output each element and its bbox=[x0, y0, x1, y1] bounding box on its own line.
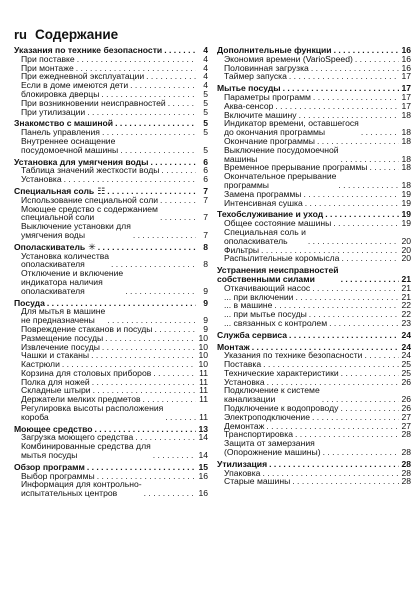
language-code: ru bbox=[14, 27, 27, 42]
toc-page-number: 26 bbox=[401, 376, 411, 387]
dot-leader bbox=[102, 128, 196, 137]
toc-page-number: 7 bbox=[203, 185, 208, 196]
toc-page-number: 10 bbox=[198, 332, 208, 343]
toc-page-number: 9 bbox=[203, 285, 208, 296]
dot-leader bbox=[168, 99, 196, 108]
toc-entry-label: Выключение установки для умягчения воды bbox=[21, 221, 131, 240]
toc-entry-label: Размещение посуды bbox=[21, 332, 104, 343]
toc-entry-label: Аква-сенсор bbox=[224, 100, 274, 111]
dot-leader bbox=[111, 260, 196, 269]
toc-entry-label: Комбинированные средства для мытья посуды bbox=[21, 441, 151, 461]
toc-page-number: 4 bbox=[203, 45, 208, 55]
toc-entry-label: Установка для умягчения воды bbox=[14, 156, 149, 167]
dot-leader bbox=[91, 351, 196, 360]
toc-entry-label: Подключение к системе канализации bbox=[224, 385, 320, 405]
dot-leader bbox=[164, 46, 196, 55]
toc-entry-label: Экономия времени (VarioSpeed) bbox=[224, 53, 353, 64]
dot-leader bbox=[341, 275, 399, 284]
toc-entry-label: Электроподключение bbox=[224, 411, 311, 422]
dot-leader bbox=[161, 166, 196, 175]
dot-leader bbox=[92, 378, 196, 387]
toc-subsection-entry[interactable] bbox=[217, 228, 411, 246]
toc-page-number: 17 bbox=[401, 71, 411, 82]
toc-entry-label: Регулировка высоты расположения короба bbox=[21, 403, 164, 422]
dot-leader bbox=[146, 72, 196, 81]
toc-page-number: 21 bbox=[401, 273, 411, 284]
toc-subsection-entry[interactable] bbox=[14, 205, 208, 223]
toc-entry-label: Окончательное прерывание программы bbox=[224, 171, 337, 190]
toc-subsection-entry[interactable] bbox=[14, 137, 208, 155]
dot-leader bbox=[292, 477, 399, 486]
toc-page-number: 4 bbox=[203, 71, 208, 82]
dot-leader bbox=[303, 190, 399, 199]
toc-subsection-entry[interactable] bbox=[14, 108, 208, 117]
toc-page-number: 24 bbox=[401, 341, 411, 352]
toc-entry-label: Указания по технике безопасности bbox=[224, 350, 363, 361]
toc-entry-label: Техобслуживание и уход bbox=[217, 209, 324, 220]
dot-leader bbox=[144, 489, 196, 498]
toc-page-number: 28 bbox=[401, 467, 411, 478]
dot-leader bbox=[115, 119, 196, 128]
toc-entry-label: Половинная загрузка bbox=[224, 62, 309, 73]
toc-subsection-entry[interactable] bbox=[217, 146, 411, 164]
toc-entry-label: Указания по технике безопасности bbox=[14, 45, 163, 55]
toc-page-number: 28 bbox=[401, 429, 411, 440]
dot-leader bbox=[369, 163, 399, 172]
toc-entry-label: Окончание программы bbox=[224, 135, 315, 146]
page-title: Содержание bbox=[35, 27, 119, 42]
toc-section-entry[interactable] bbox=[217, 266, 411, 284]
toc-entry-label: Параметры программ bbox=[224, 91, 311, 102]
dot-leader bbox=[325, 210, 399, 219]
toc-page-number: 11 bbox=[199, 367, 208, 378]
toc-right-column bbox=[217, 46, 411, 486]
toc-entry-label: Служба сервиса bbox=[217, 329, 288, 340]
toc-page-number: 27 bbox=[401, 420, 411, 431]
toc-entry-label: Выбор программы bbox=[21, 470, 95, 481]
toc-subsection-entry[interactable] bbox=[217, 477, 411, 486]
toc-page-number: 19 bbox=[401, 188, 411, 199]
toc-page-number: 10 bbox=[198, 350, 208, 361]
toc-entry-label: Использование специальной соли bbox=[21, 194, 159, 205]
toc-page-number: 17 bbox=[401, 100, 411, 111]
toc-subsection-entry[interactable] bbox=[217, 199, 411, 208]
toc-entry-label: Демонтаж bbox=[224, 420, 265, 431]
toc-page-number: 18 bbox=[401, 135, 411, 146]
dot-leader bbox=[295, 293, 399, 302]
dot-leader bbox=[311, 64, 399, 73]
toc-page-number: 22 bbox=[401, 300, 411, 311]
toc-entry-label: Откачивающий насос bbox=[224, 282, 311, 293]
toc-entry-label: Подключение к водопроводу bbox=[224, 403, 339, 414]
toc-page-number: 26 bbox=[401, 403, 411, 414]
toc-page-number: 8 bbox=[203, 241, 208, 252]
toc-subsection-entry[interactable] bbox=[14, 175, 208, 184]
toc-page-number: 10 bbox=[198, 359, 208, 370]
toc-entry-label: Внутреннее оснащение посудомоечной машины bbox=[21, 135, 119, 155]
toc-entry-label: Отключение и включение индикатора наличия ополаскивателя bbox=[21, 268, 124, 296]
toc-page-number: 17 bbox=[401, 83, 411, 94]
dot-leader bbox=[105, 334, 196, 343]
toc-entry-label: Устранения неисправностей собственными силами bbox=[217, 265, 339, 284]
dot-leader bbox=[160, 213, 196, 222]
toc-entry-label: Таймер запуска bbox=[224, 71, 287, 82]
toc-subsection-entry[interactable] bbox=[217, 72, 411, 81]
toc-subsection-entry[interactable] bbox=[14, 252, 208, 270]
toc-page-number: 4 bbox=[203, 62, 208, 73]
dot-leader bbox=[341, 369, 399, 378]
toc-subsection-entry[interactable] bbox=[14, 480, 208, 498]
toc-page-number: 7 bbox=[203, 229, 208, 240]
toc-entry-label: Таблица значений жесткости воды bbox=[21, 165, 160, 176]
dot-leader bbox=[130, 81, 196, 90]
toc-page-number: 7 bbox=[203, 212, 208, 223]
dot-leader bbox=[165, 413, 196, 422]
toc-entry-label: Извлечение посуды bbox=[21, 341, 100, 352]
toc-page-number: 21 bbox=[401, 291, 411, 302]
toc-page-number: 15 bbox=[198, 461, 208, 472]
dot-leader bbox=[340, 404, 399, 413]
toc-page-number: 16 bbox=[198, 488, 208, 499]
dot-leader bbox=[361, 128, 399, 137]
toc-entry-label: Установка bbox=[224, 376, 265, 387]
dot-leader bbox=[153, 451, 196, 460]
toc-page-number: 25 bbox=[401, 367, 411, 378]
toc-entry-label: ... связанных с контролем bbox=[224, 317, 328, 328]
toc-entry-label: Моющее средство с содержанием специальной соли bbox=[21, 203, 158, 223]
toc-page-number: 24 bbox=[401, 329, 411, 340]
dot-leader bbox=[160, 196, 196, 205]
toc-entry-label: Посуда bbox=[14, 297, 45, 308]
toc-left-column bbox=[14, 46, 208, 498]
toc-page-number: 5 bbox=[203, 97, 208, 108]
toc-page-number: 10 bbox=[198, 341, 208, 352]
toc-entry-label: Выключение посудомоечной машины bbox=[224, 144, 339, 164]
dot-leader bbox=[312, 413, 399, 422]
toc-page-number: 28 bbox=[401, 458, 411, 469]
dot-leader bbox=[289, 72, 399, 81]
toc-entry-label: При ежедневной эксплуатации bbox=[21, 71, 145, 82]
toc-entry-label: Загрузка моющего средства bbox=[21, 432, 134, 443]
toc-entry-label: Информация для контрольно- испытательных центров bbox=[21, 479, 142, 499]
dot-leader bbox=[364, 351, 399, 360]
toc-entry-label: Общее состояние машины bbox=[224, 218, 332, 229]
toc-entry-label: ... в машине bbox=[224, 300, 273, 311]
toc-entry-label: Специальная соль bbox=[14, 185, 95, 196]
dot-leader bbox=[87, 463, 196, 472]
toc-entry-label: Упаковка bbox=[224, 467, 261, 478]
toc-page-number: 20 bbox=[401, 253, 411, 264]
toc-entry-label: Корзина для столовых приборов bbox=[21, 367, 152, 378]
toc-subsection-entry[interactable] bbox=[14, 307, 208, 325]
toc-page-number: 11 bbox=[199, 394, 208, 405]
toc-page-number: 26 bbox=[401, 394, 411, 405]
dot-leader bbox=[313, 93, 399, 102]
toc-entry-label: При возникновении неисправностей bbox=[21, 97, 166, 108]
toc-entry-label: Утилизация bbox=[217, 458, 268, 469]
dot-leader bbox=[102, 343, 196, 352]
toc-page-number: 28 bbox=[401, 476, 411, 487]
toc-page-number: 20 bbox=[401, 244, 411, 255]
toc-entry-label: Фильтры bbox=[224, 244, 260, 255]
dot-leader bbox=[87, 108, 196, 117]
toc-entry-label: Транспортировка bbox=[224, 429, 293, 440]
toc-page-number: 17 bbox=[401, 91, 411, 102]
toc-subsection-entry[interactable] bbox=[217, 439, 411, 457]
toc-page-number: 24 bbox=[401, 350, 411, 361]
toc-subsection-entry[interactable] bbox=[217, 172, 411, 190]
toc-page-number: 14 bbox=[198, 450, 208, 461]
dot-leader bbox=[153, 369, 196, 378]
toc-page-number: 13 bbox=[198, 423, 208, 434]
toc-page-number: 7 bbox=[203, 194, 208, 205]
rinse-aid-icon: ✳ bbox=[88, 241, 96, 252]
toc-entry-label: Обзор программ bbox=[14, 461, 85, 472]
toc-entry-label: При монтаже bbox=[21, 62, 74, 73]
toc-entry-label: Включите машину bbox=[224, 109, 297, 120]
toc-entry-label: Моющее средство bbox=[14, 423, 93, 434]
toc-entry-label: Для мытья в машине не предназначены bbox=[21, 306, 106, 326]
toc-entry-label: ... при включении bbox=[224, 291, 294, 302]
dot-leader bbox=[154, 325, 196, 334]
toc-page-number: 11 bbox=[199, 376, 208, 387]
toc-page-number: 19 bbox=[401, 209, 411, 220]
toc-page-number: 8 bbox=[203, 259, 208, 270]
toc-entry-label: Ополаскиватель bbox=[14, 241, 86, 252]
toc-subsection-entry[interactable] bbox=[217, 386, 411, 404]
toc-page-number: 18 bbox=[401, 127, 411, 138]
dot-leader bbox=[312, 284, 399, 293]
toc-entry-label: Мытье посуды bbox=[217, 83, 281, 94]
toc-page-number: 21 bbox=[401, 282, 411, 293]
toc-page-number: 18 bbox=[401, 162, 411, 173]
toc-subsection-entry[interactable] bbox=[14, 442, 208, 460]
toc-page-number: 27 bbox=[401, 411, 411, 422]
toc-page-number: 16 bbox=[401, 62, 411, 73]
dot-leader bbox=[289, 331, 399, 340]
toc-page-number: 4 bbox=[203, 80, 208, 91]
toc-entry-label: Кастрюли bbox=[21, 359, 60, 370]
dot-leader bbox=[338, 181, 399, 190]
dot-leader bbox=[77, 55, 196, 64]
toc-entry-label: При утилизации bbox=[21, 106, 86, 117]
toc-entry-label: блокировка дверцы bbox=[21, 88, 100, 99]
dot-leader bbox=[133, 231, 196, 240]
toc-entry-label: Интенсивная сушка bbox=[224, 197, 303, 208]
toc-page-number: 6 bbox=[203, 165, 208, 176]
toc-entry-label: Держатели мелких предметов bbox=[21, 394, 141, 405]
toc-page-number: 5 bbox=[203, 106, 208, 117]
dot-leader bbox=[355, 55, 399, 64]
toc-subsection-entry[interactable] bbox=[14, 269, 208, 295]
toc-page-number: 19 bbox=[401, 218, 411, 229]
toc-page-number: 23 bbox=[401, 317, 411, 328]
toc-entry-label: Защита от замерзания (Опорожнение машины) bbox=[224, 438, 321, 458]
toc-page-number: 5 bbox=[203, 118, 208, 129]
toc-page-number: 5 bbox=[203, 144, 208, 155]
dot-leader bbox=[323, 448, 399, 457]
toc-entry-label: Распылительные коромысла bbox=[224, 253, 340, 264]
toc-entry-label: Повреждение стаканов и посуды bbox=[21, 323, 153, 334]
toc-subsection-entry[interactable] bbox=[14, 404, 208, 422]
toc-subsection-entry[interactable] bbox=[217, 254, 411, 263]
toc-entry-label: Чашки и стаканы bbox=[21, 350, 90, 361]
toc-page-number: 16 bbox=[401, 45, 411, 55]
dot-leader bbox=[329, 319, 399, 328]
toc-entry-label: Технические характеристики bbox=[224, 367, 339, 378]
toc-section-entry[interactable] bbox=[217, 331, 411, 340]
dot-leader bbox=[341, 254, 399, 263]
toc-entry-label: Установка bbox=[21, 174, 62, 185]
toc-entry-label: Замена программы bbox=[224, 188, 302, 199]
toc-page-number: 5 bbox=[203, 127, 208, 138]
toc-page-number: 18 bbox=[401, 179, 411, 190]
toc-page-number: 16 bbox=[198, 470, 208, 481]
toc-subsection-entry[interactable] bbox=[217, 119, 411, 137]
toc-page-number: 9 bbox=[203, 315, 208, 326]
toc-entry-label: Специальная соль и ополаскиватель bbox=[224, 226, 306, 246]
toc-entry-label: Складные штыри bbox=[21, 385, 91, 396]
toc-page-number: 11 bbox=[199, 385, 208, 396]
toc-page-number: 5 bbox=[203, 88, 208, 99]
toc-entry-label: Временное прерывание программы bbox=[224, 162, 368, 173]
toc-entry-label: При поставке bbox=[21, 53, 75, 64]
toc-page-number: 18 bbox=[401, 153, 411, 164]
dot-leader bbox=[305, 199, 399, 208]
toc-page-number: 9 bbox=[203, 323, 208, 334]
toc-page-number: 22 bbox=[401, 309, 411, 320]
toc-subsection-entry[interactable] bbox=[14, 222, 208, 240]
toc-entry-label: Старые машины bbox=[224, 476, 291, 487]
toc-page-number: 9 bbox=[203, 297, 208, 308]
toc-subsection-entry[interactable] bbox=[217, 319, 411, 328]
toc-page-number: 4 bbox=[203, 53, 208, 64]
toc-page-number: 20 bbox=[401, 235, 411, 246]
dot-leader bbox=[98, 243, 196, 252]
toc-entry-label: Установка количества ополаскивателя bbox=[21, 250, 110, 270]
dot-leader bbox=[308, 237, 399, 246]
toc-page-number: 6 bbox=[203, 174, 208, 185]
toc-entry-label: Поставка bbox=[224, 359, 262, 370]
toc-page-number: 14 bbox=[198, 432, 208, 443]
toc-entry-label: Панель управления bbox=[21, 127, 100, 138]
toc-entry-label: Монтаж bbox=[217, 341, 250, 352]
toc-page-number: 11 bbox=[199, 411, 208, 422]
toc-page-number: 6 bbox=[203, 156, 208, 167]
toc-page-number: 18 bbox=[401, 109, 411, 120]
toc-entry-label: Знакомство с машиной bbox=[14, 118, 114, 129]
dot-leader bbox=[120, 146, 196, 155]
toc-page-number: 19 bbox=[401, 197, 411, 208]
dot-leader bbox=[64, 175, 196, 184]
toc-entry-label: ... при мытье посуды bbox=[224, 309, 307, 320]
toc-entry-label: Дополнительные функции bbox=[217, 45, 332, 55]
dot-leader bbox=[269, 460, 399, 469]
toc-page-number: 28 bbox=[401, 447, 411, 458]
toc-page-number: 25 bbox=[401, 359, 411, 370]
toc-entry-label: Если в доме имеются дети bbox=[21, 80, 129, 91]
toc-entry-label: Индикатор времени, оставшегося до окончания программы bbox=[224, 118, 359, 138]
toc-page-number: 16 bbox=[401, 53, 411, 64]
toc-entry-label: Полка для ножей bbox=[21, 376, 90, 387]
dot-leader bbox=[125, 287, 196, 296]
dot-leader bbox=[333, 219, 399, 228]
salt-icon: ☷ bbox=[97, 185, 106, 196]
